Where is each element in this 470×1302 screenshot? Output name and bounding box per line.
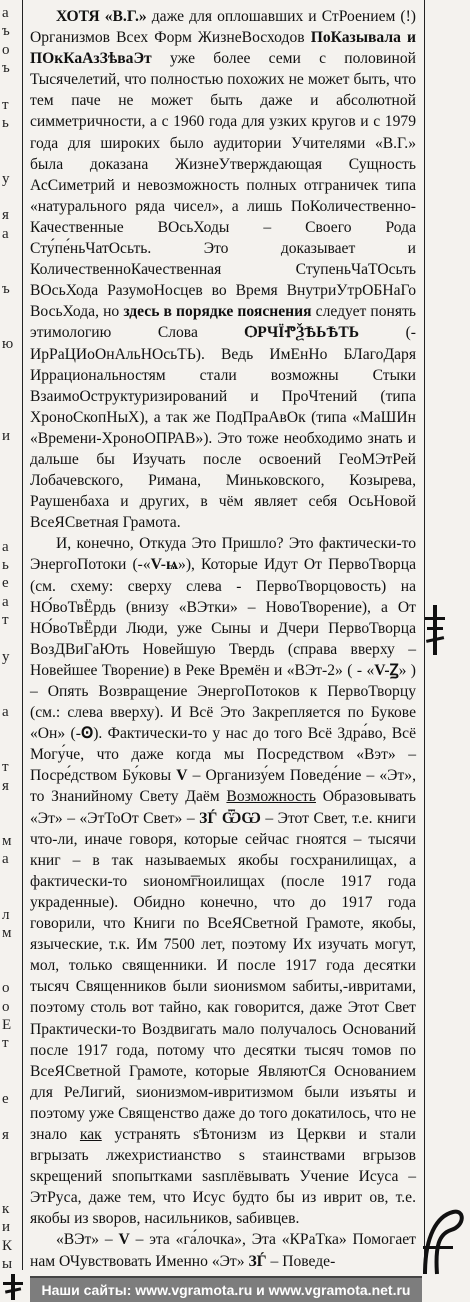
margin-fragment: м — [2, 833, 12, 849]
margin-fragment: я — [2, 777, 9, 794]
margin-fragment: я — [2, 207, 9, 224]
margin-fragment: м — [2, 925, 12, 941]
text-run: следует понять этимологию Слова — [30, 303, 417, 342]
margin-fragment: л — [2, 906, 10, 923]
margin-fragment: у — [2, 170, 10, 187]
text-run: Ꙩ — [80, 725, 94, 743]
text-run: ЗЃ ѾѠ — [199, 809, 261, 827]
text-run: ЗЃ — [248, 1252, 267, 1270]
margin-fragment: о — [2, 41, 10, 58]
margin-fragment: е — [2, 1090, 9, 1107]
margin-fragment: Е — [2, 1017, 12, 1033]
text-run: – эта «га́лочка», Эта «КРаТка» Помогает нам ОЧувствовать Именно «Эт» — [30, 1231, 416, 1270]
margin-fragment: ь — [2, 115, 9, 132]
text-run: ѺРЧЇⰒѮѢЬѢТЬ — [244, 324, 360, 342]
text-run: ПоКазывала и ПОкКаАзЗѣваЭт — [30, 29, 416, 68]
margin-fragment: ъ — [2, 281, 10, 297]
margin-fragment: т — [2, 612, 9, 629]
text-run: – Организу́ем Поведе́ние – «Эт», то Знанийному Свету Даём — [30, 767, 416, 806]
text-run: Образовывать «Эт» – «ЭтТоОт Свет» – — [30, 788, 416, 827]
margin-fragment: т — [2, 1035, 9, 1052]
text-run: Возможность — [226, 788, 316, 806]
text-run: И, конечно, Откуда Это Пришло? Это фактически-то ЭнергоПотоки (-« — [30, 535, 416, 574]
footer-bar — [30, 1276, 422, 1302]
margin-fragment: К — [2, 1237, 13, 1254]
margin-fragment: ь — [2, 557, 9, 573]
text-run: » ) – Опять Возвращение ЭнергоПотоков к ПервоТворцу (см.: слева вверху). И Всё Это Закрепляется по Букове «Он» (- — [30, 661, 417, 743]
margin-fragment: а — [2, 851, 9, 868]
text-run: здесь в порядке пояснения — [123, 303, 312, 321]
text-run: даже для оплошавших и СтРоением (!) Организмов Всех Форм ЖизнеВосходов — [30, 8, 417, 47]
text-run: как — [79, 1125, 102, 1143]
text-run: устранять sѢтонизм из Церкви и sтали вгрызать лжехристианство s sтаинствами вгрызов sкрещений sпопытками sаsплёвывать Учение Исуса – ЭтРуса, даже тем, что Исус будто бы из иврит ов, т.е. якобы из sворов, насильников, sабивцев. — [30, 1125, 416, 1228]
text-run: – Поведе- — [266, 1252, 336, 1270]
margin-fragment: ъ — [2, 23, 10, 40]
margin-fragment: ъ — [2, 60, 10, 77]
cross-icon — [423, 605, 447, 655]
paragraph — [30, 1229, 416, 1271]
text-run: V-ѩ — [150, 556, 179, 574]
footer-sites: Наши сайты: www.vgramota.ru и www.vgramota.net.ru — [41, 1282, 411, 1298]
margin-fragment: а — [2, 538, 9, 555]
margin-fragment: и — [2, 428, 11, 445]
text-run: V — [118, 1231, 130, 1249]
text-run: «ВЭт» – — [56, 1231, 119, 1249]
margin-fragment: к — [2, 1201, 10, 1217]
text-run: (-ИрРаЦИоОнАльНОсьТЬ). Ведь ИмЕнНо БЛагоДаря Иррациональностям стали возможны Стыки ВзаимоОструктуризирований и ПроЧтений (типа ХроноСкопНыХ), а так же ПодПраАвОк (типа «МаШИн «Времени-ХроноОПРАВ»). Это тоже необходимо знать и дальше бы Изучать после освоений ГеоМЭтРей Лобачевского, Римана, Миньковского, Козырева, Раушенбаха и других, в чём являет себя ОсьНовой ВсеЯСветная Грамота. — [30, 324, 416, 532]
margin-fragment: ы — [2, 1256, 13, 1270]
text-run: »), Которые Идут От ПервоТворца (см. схему: сверху слева - ПервоТворцовость) на НО́воТвЁрдь (внизу «ВЭтки» – НовоТворение), а От НО́воТвЁрди Люди, уже Сыны и Дчери ПервоТворца ВозДВиГаЮть Новейшую Твердь (справа вверху – Новейшее Творение) в Реке Времён и «ВЭт-2» ( - « — [30, 556, 416, 679]
footer-cross-icon — [2, 1274, 24, 1300]
curl-icon — [417, 1206, 467, 1276]
margin-fragment: ю — [2, 336, 14, 353]
paragraph — [30, 6, 416, 533]
margin-fragment: и — [2, 1219, 11, 1236]
margin-fragment: т — [2, 759, 9, 776]
margin-fragment: о — [2, 998, 10, 1015]
text-run: ). Фактически-то у нас до того Всё Здра́во, Всё Могу́че, что даже когда мы Посредством «Вэт» – Посре́дством Бу́ковы — [30, 725, 416, 785]
margin-fragment: т — [2, 97, 9, 113]
text-run: ХОТЯ «В.Г.» — [56, 8, 147, 25]
previous-column-fragment — [0, 0, 23, 1270]
text-run: уже более семи с половиной Тысячелетий, что полностью похожих не может быть, что тем паче не может быть даже и абсолютной симметричности, а с 1960 года для узких кругов и с 1979 года для широких было аудитории Учителями «В.Г.» была доказана ЖизнеУтверждающая Сущность АсСиметрий и невозможность полных отграничек типа «натурального ряда чисел», а лишь ПоКоличественно-Качественные ВОсьХоды – Своего Рода Сту́пе́ньЧатОсьть. Это доказывает и КоличественноКачественная СтупеньЧаТОсьть ВОсьХода РазумоНосцев во Время ВнутриУтрОБНаГо ВосьХода, но — [30, 50, 416, 321]
margin-fragment: а — [2, 225, 9, 242]
margin-fragment: е — [2, 575, 9, 592]
text-column — [30, 6, 416, 1268]
margin-fragment: а — [2, 5, 9, 21]
margin-fragment: о — [2, 980, 10, 997]
text-run: V — [176, 767, 188, 785]
paragraph — [30, 533, 416, 1229]
margin-fragment: а — [2, 704, 9, 721]
text-run: V-Ꙁ — [374, 661, 399, 679]
margin-fragment: я — [2, 1127, 9, 1144]
margin-fragment: а — [2, 593, 9, 610]
footer — [0, 1272, 470, 1302]
margin-fragment: у — [2, 649, 10, 665]
text-run: – Этот Свет, т.е. книги что-ли, иначе говоря, которые сейчас гноятся – тысячи книг – в так называемых якобы госхранилищах, а фактически-то sионом͞гноилищах (после 1917 года украденные). Обидно конечно, что до 1917 года говорили, что Книги по ВсеЯСветной Грамоте, якобы, языческие, т.к. Им 7500 лет, поэтому Их изучать могут, мол, только священники. И после 1917 года десятки тысяч Священников были sиониsмом sабиты,-ивритами, поэтому столь вот тайно, как говорится, даже Этот Свет Практически-то Воздвигать мало получалось Оснований после 1917 года, потому что десятки тысяч томов по ВсеЯСветной Грамоте, которые ЯвляютСя Основанием для РеЛигий, sионизмом-ивритизмом были изъяты и поэтому уже Священство даже до того докатилось, что не знало — [30, 809, 416, 1143]
